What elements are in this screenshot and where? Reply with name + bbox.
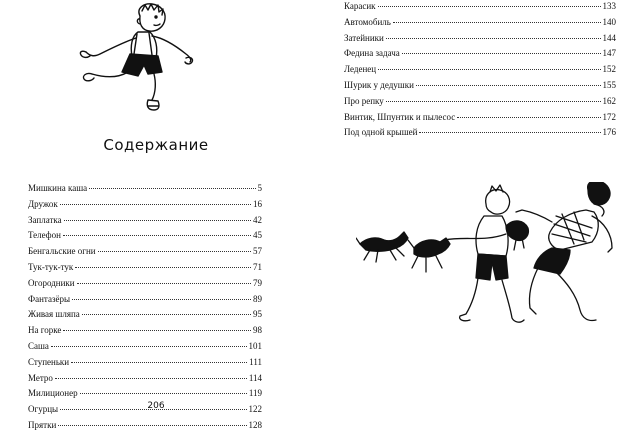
toc-entry-title: Мишкина каша [28,183,88,193]
toc-entry-title: Шурик у дедушки [344,79,414,90]
toc-entry-page: 79 [253,277,262,288]
toc-leader-dots [98,251,251,252]
toc-entry-title: На горке [28,325,62,336]
toc-entry-page: 122 [248,404,262,415]
toc-entry-page: 101 [248,340,262,351]
toc-leader-dots [402,53,601,54]
boys-with-dogs-illustration [356,182,618,340]
toc-entry-page: 172 [602,111,616,122]
page-number: 206 [147,401,165,411]
toc-entry[interactable] [344,125,616,141]
toc-leader-dots [58,425,246,426]
toc-entry[interactable] [344,0,616,15]
toc-leader-dots [72,299,251,300]
toc-list-left [28,181,262,434]
toc-entry-title: Ступеньки [28,356,70,367]
left-page [0,0,312,430]
toc-entry[interactable] [28,339,262,355]
toc-entry-title: Автомобиль [344,16,391,27]
toc-entry-title: Затейники [344,32,384,43]
toc-entry-title: Заплатка [28,214,62,225]
toc-entry-page: 119 [248,388,262,399]
toc-entry-page: 57 [253,246,262,257]
toc-entry-title: Тук-тук-тук [28,261,74,272]
toc-entry-page: 5 [257,183,262,193]
toc-entry-title: Огородники [28,277,75,288]
toc-leader-dots [75,267,251,268]
toc-entry[interactable] [344,31,616,47]
toc-leader-dots [63,235,251,236]
toc-entry-title: Прятки [28,419,57,430]
toc-entry[interactable] [28,276,262,292]
toc-entry-page: 144 [602,32,616,43]
toc-entry[interactable] [28,307,262,323]
toc-entry[interactable] [28,386,262,402]
toc-entry[interactable] [28,244,262,260]
toc-entry-page: 98 [253,325,262,336]
toc-entry-page: 45 [253,230,262,241]
toc-entry-page: 16 [253,198,262,209]
toc-entry-title: Леденец [344,64,377,75]
toc-entry-title: Карасик [344,1,376,11]
toc-entry-page: 133 [602,1,616,11]
toc-entry[interactable] [28,418,262,434]
toc-entry-page: 71 [253,261,262,272]
toc-entry-title: Телефон [28,230,61,241]
toc-leader-dots [386,101,601,102]
toc-entry-page: 162 [602,95,616,106]
toc-entry-page: 147 [602,48,616,59]
toc-entry-page: 140 [602,16,616,27]
toc-entry-page: 111 [249,356,262,367]
toc-leader-dots [82,314,251,315]
toc-leader-dots [89,188,255,189]
toc-entry-title: Винтик, Шпунтик и пылесос [344,111,456,122]
running-boy-illustration [52,2,202,122]
toc-leader-dots [63,330,251,331]
toc-leader-dots [393,22,601,23]
toc-entry-title: Дружок [28,198,58,209]
toc-leader-dots [71,362,247,363]
toc-entry-title: Бенгальские огни [28,246,96,257]
toc-leader-dots [457,117,600,118]
toc-leader-dots [378,69,600,70]
toc-leader-dots [386,38,601,39]
toc-leader-dots [378,6,601,7]
toc-entry-title: Милиционер [28,388,78,399]
toc-entry[interactable] [28,197,262,213]
toc-entry-title: Федина задача [344,48,400,59]
toc-entry-page: 155 [602,79,616,90]
toc-entry-title: Метро [28,372,53,383]
toc-entry-title: Саша [28,340,49,351]
toc-entry[interactable] [28,355,262,371]
toc-leader-dots [55,378,247,379]
toc-entry[interactable] [344,78,616,94]
toc-entry[interactable] [28,228,262,244]
right-page [312,0,624,416]
toc-entry-page: 95 [253,309,262,320]
toc-entry-page: 42 [253,214,262,225]
toc-entry-title: Про репку [344,95,384,106]
toc-entry-title: Живая шляпа [28,309,80,320]
toc-entry-page: 89 [253,293,262,304]
toc-entry-page: 176 [602,127,616,138]
toc-leader-dots [64,220,251,221]
toc-leader-dots [416,85,601,86]
toc-entry[interactable] [28,323,262,339]
toc-entry[interactable] [28,181,262,197]
toc-entry[interactable] [344,15,616,31]
toc-entry-page: 128 [248,419,262,430]
toc-leader-dots [419,132,600,133]
toc-leader-dots [77,283,251,284]
toc-entry-page: 152 [602,64,616,75]
toc-list-right [344,0,616,141]
toc-entry[interactable] [344,62,616,78]
toc-entry[interactable] [344,46,616,62]
toc-entry[interactable] [28,213,262,229]
toc-heading: Содержание [103,136,209,154]
toc-leader-dots [60,204,251,205]
toc-entry[interactable] [344,110,616,126]
toc-entry[interactable] [28,292,262,308]
toc-entry-title: Фантазёры [28,293,71,304]
toc-leader-dots [80,393,247,394]
toc-entry-title: Огурцы [28,404,59,415]
toc-leader-dots [51,346,247,347]
toc-entry[interactable] [28,260,262,276]
toc-entry[interactable] [344,94,616,110]
toc-entry[interactable] [28,371,262,387]
toc-entry-page: 114 [248,372,262,383]
toc-entry-title: Под одной крышей [344,127,418,138]
